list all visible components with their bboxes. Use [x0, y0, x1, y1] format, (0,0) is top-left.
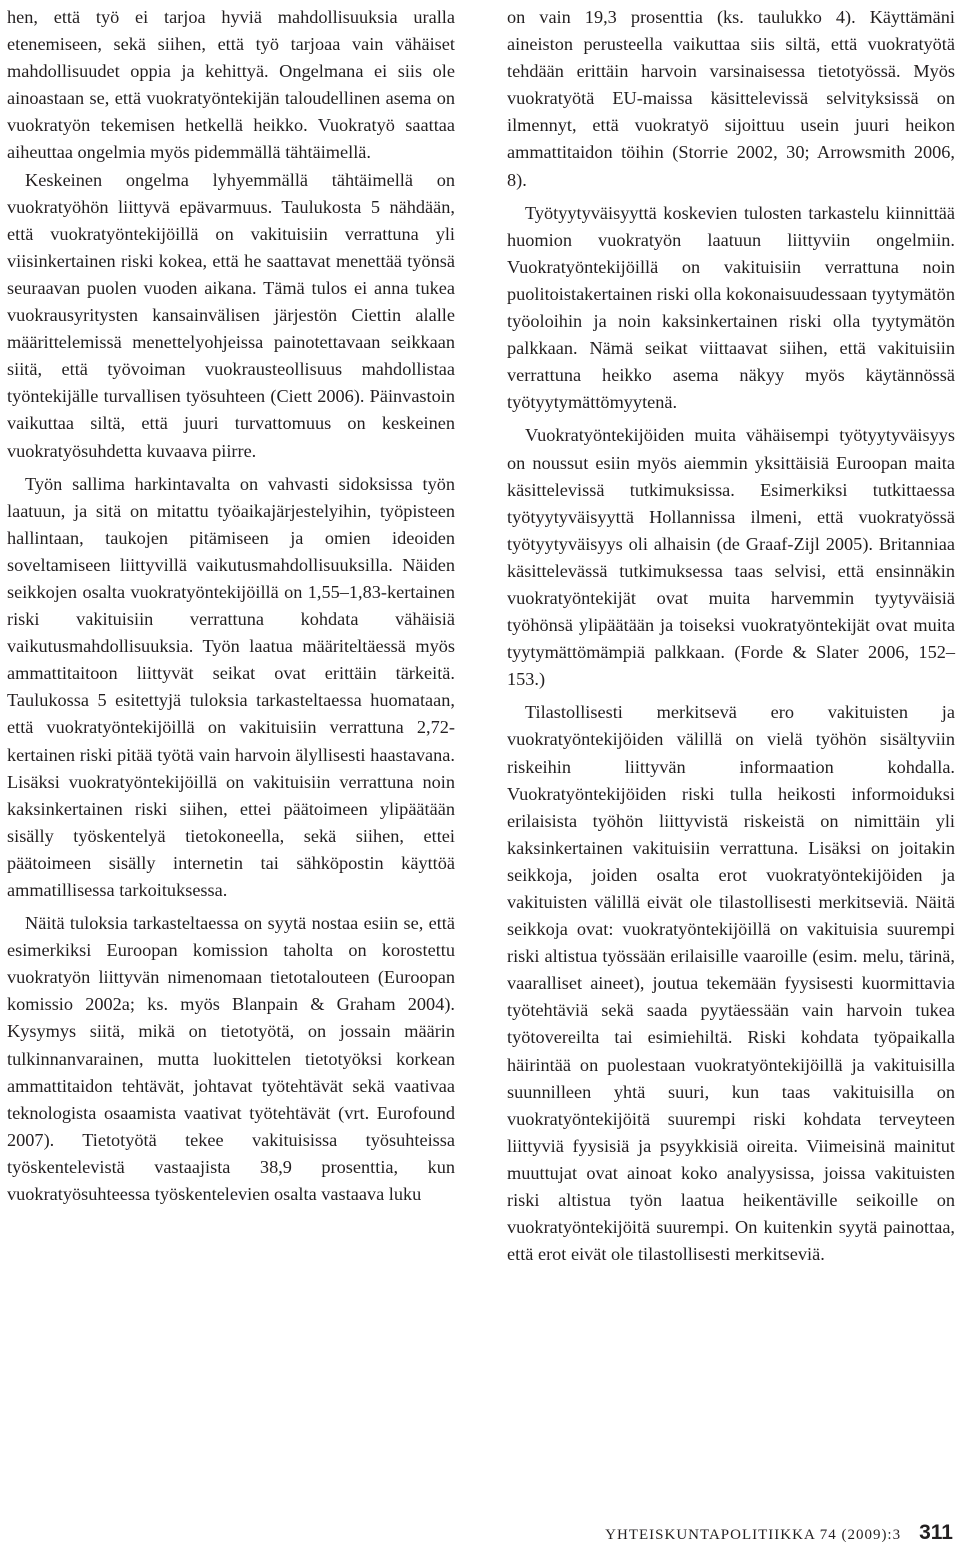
paragraph: on vain 19,3 prosenttia (ks. taulukko 4). Käyttämäni aineiston perusteella vaikuttaa siis siltä, että vuokratyötä tehdään erittäin harvoin varsinaisessa tietotyössä. Myös vuokratyötä EU-maissa käsittelevissä selvityksissä on ilmennyt, että vuokratyö sijoittuu usein juuri heikon ammattitaidon töihin (Storrie 2002, 30; Arrowsmith 2006, 8).: [507, 7, 955, 190]
paragraph: Työn sallima harkintavalta on vahvasti sidoksissa työn laatuun, ja sitä on mitattu työaikajärjestelyihin, työpisteen hallintaan, taukojen pitämiseen ja omien ideoiden soveltamiseen liittyvillä vaikutusmahdollisuuksilla. Näiden seikkojen osalta vuokratyöntekijöillä on 1,55–1,83-kertainen riski vakituisiin verrattuna kohdata vähäisiä vaikutusmahdollisuuksia. Työn laatua määriteltäessä myös ammattitaitoon liittyvät seikat ovat erittäin tärkeitä. Taulukossa 5 esitettyjä tuloksia tarkasteltaessa huomataan, että vuokratyöntekijöillä on vakituisiin verrattuna 2,72-kertainen riski pitää työtä vain harvoin älyllisesti haastavana. Lisäksi vuokratyöntekijöillä on vakituisiin verrattuna noin kaksinkertainen riski siihen, ettei päätoimeen ylipäätään sisälly työskentelyä tietokoneella, sekä siihen, ettei päätoimeen sisälly internetin tai sähköpostin käyttöä ammatillisessa tarkoituksessa.: [7, 473, 455, 900]
paragraph: hen, että työ ei tarjoa hyviä mahdollisuuksia uralla etenemiseen, sekä siihen, että työ tarjoaa vain vähäiset mahdollisuudet oppia ja kehittyä. Ongelmana ei siis ole ainoastaan se, että vuokratyöntekijän taloudellinen asema on vuokratyön tekemisen hetkellä heikko. Vuokratyö saattaa aiheuttaa ongelmia myös pidemmällä tähtäimellä.: [7, 7, 455, 163]
paragraph: Keskeinen ongelma lyhyemmällä tähtäimellä on vuokratyöhön liittyvä epävarmuus. Taulukosta 5 nähdään, että vuokratyöntekijöillä on vakituisiin verrattuna yli viisinkertainen riski kokea, että he saattavat menettää työnsä seuraavan puolen vuoden aikana. Tämä tulos ei anna tukea vuokrausyritysten kansainvälisen järjestön Ciettin alalle määrittelemissä menettelyohjeissa painotettavaan seikkaan siitä, että työvoiman vuokrausteollisuus mahdollistaa työntekijälle turvallisen työsuhteen (Ciett 2006). Päinvastoin vaikuttaa siltä, että juuri turvattomuus on keskeinen vuokratyösuhdetta kuvaava piirre.: [7, 169, 455, 461]
paragraph: Näitä tuloksia tarkasteltaessa on syytä nostaa esiin se, että esimerkiksi Euroopan komission taholta on korostettu vuokratyön liittyvän nimenomaan tietotalouteen (Euroopan komissio 2002a; ks. myös Blanpain & Graham 2004). Kysymys siitä, mikä on tietotyötä, on jossain määrin tulkinnanvarainen, mutta luokittelen tietotyöksi korkean ammattitaidon tehtävät, johtavat työtehtävät sekä vaativaa teknologista osaamista vaativat työtehtävät (vrt. Eurofound 2007). Tietotyötä tekee vakituisissa työsuhteissa työskentelevistä vastaajista 38,9 prosenttia, kun vuokratyösuhteessa työskentelevien osalta vastaava luku: [7, 913, 455, 1205]
left-column: [7, 4, 455, 1208]
journal-name: YHTEISKUNTAPOLITIIKKA 74 (2009):3: [605, 1527, 902, 1543]
page-number: 311: [919, 1521, 953, 1544]
right-column: [507, 4, 955, 1268]
paragraph: Tilastollisesti merkitsevä ero vakituisten ja vuokratyöntekijöiden välillä on vielä työhön sisältyviin riskeihin liittyvän informaation kohdalla. Vuokratyöntekijöiden riski tulla heikosti informoiduksi erilaisista työhön liittyvistä riskeistä on nimittäin yli kaksinkertainen vakituisiin verrattuna. Lisäksi on joitakin seikkoja, joiden osalta erot vuokratyöntekijöiden ja vakituisten välillä eivät ole tilastollisesti merkitseviä. Näitä seikkoja ovat: vuokratyöntekijöillä on vakituisia suurempi riski altistua työssään erilaisille vaaroille (esim. melu, tärinä, vaaralliset aineet), joutua tekemään fyysisesti kuormittavia työtehtäviä sekä saada pyytäessään vain harvoin tukea työtovereilta tai esimiehiltä. Riski kohdata työpaikalla häirintää on puolestaan vuokratyöntekijöillä ja vakituisilla suunnilleen yhtä suuri, kun taas vakituisilla on vuokratyöntekijöitä suurempi riski kohdata terveyteen liittyviä fyysisiä ja psyykkisiä oireita. Viimeisinä mainitut muuttujat ovat ainoat koko analyysissa, joissa vakituisten riski altistua työn laatua heikentäville seikoille on vuokratyöntekijöitä suurempi. On kuitenkin syytä painottaa, että erot eivät ole tilastollisesti merkitseviä.: [507, 702, 955, 1265]
paragraph: Vuokratyöntekijöiden muita vähäisempi työtyytyväisyys on noussut esiin myös aiemmin yksittäisiä Euroopan maita käsittelevissä tutkimuksissa. Esimerkiksi tutkittaessa työtyytyväisyyttä Hollannissa ilmeni, että vuokratyössä työtyytyväisyys oli alhaisin (de Graaf-Zijl 2005). Britanniaa käsittelevässä tutkimuksessa taas selvisi, että ensinnäkin vuokratyöntekijät ovat muita harvemmin tyytyväisiä työhönsä ylipäätään ja toiseksi vuokratyöntekijät ovat muita tyytymättömämpiä palkkaan. (Forde & Slater 2006, 152–153.): [507, 425, 955, 690]
page-footer: [605, 1521, 953, 1545]
paragraph: Työtyytyväisyyttä koskevien tulosten tarkastelu kiinnittää huomion vuokratyön laatuun liittyviin ongelmiin. Vuokratyöntekijöillä on vakituisiin verrattuna noin puolitoistakertainen riski olla kokonaisuudessaan tyytymätön työoloihin ja noin kaksinkertainen riski olla tyytymätön palkkaan. Nämä seikat viittaavat siihen, että vakituisiin verrattuna heikko asema näkyy myös käytännössä työtyytymättömyytenä.: [507, 202, 955, 413]
